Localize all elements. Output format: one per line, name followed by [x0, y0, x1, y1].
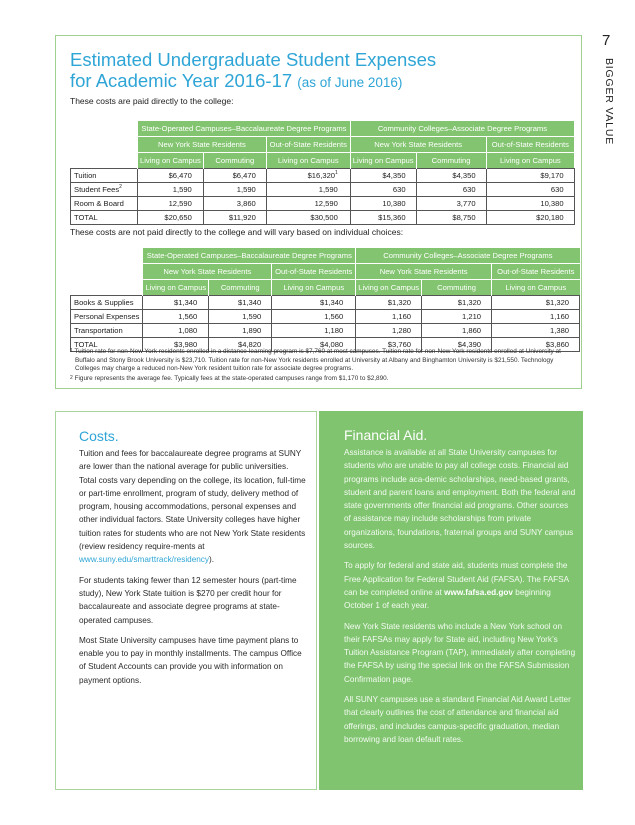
- cell: $1,320: [356, 296, 422, 310]
- cell: $11,920: [203, 211, 266, 225]
- cell: 1,210: [422, 310, 492, 324]
- footnotes: [70, 348, 565, 384]
- cell: 1,560: [143, 310, 209, 324]
- cell: $1,320: [422, 296, 492, 310]
- page-title: [70, 49, 436, 93]
- indirect-costs-table: [70, 247, 580, 352]
- indirect-costs-intro: These costs are not paid directly to the college and will vary based on individual choices:: [70, 227, 404, 237]
- cell: $3,860: [492, 338, 580, 352]
- col-living-on-campus: Living on Campus: [266, 153, 350, 169]
- financial-aid-body: [344, 446, 576, 753]
- cell: $1,340: [209, 296, 272, 310]
- row-label: Room & Board: [71, 197, 138, 211]
- row-label: Tuition: [71, 169, 138, 183]
- subheader-out-of-state: Out-of-State Residents: [492, 264, 580, 280]
- subheader-nys-residents: New York State Residents: [143, 264, 272, 280]
- cell: 630: [416, 183, 486, 197]
- col-commuting: Commuting: [209, 280, 272, 296]
- cell: 1,860: [422, 324, 492, 338]
- col-living-on-campus: Living on Campus: [492, 280, 580, 296]
- costs-paragraph-3: Most State University campuses have time payment plans to enable you to pay in monthly installments. The campus Office of Student Accounts can provide you with information on payment options.: [79, 635, 302, 685]
- cell: $15,360: [350, 211, 416, 225]
- cell: 3,770: [416, 197, 486, 211]
- cell: $4,350: [350, 169, 416, 183]
- aid-paragraph-1: Assistance is available at all State University campuses for students who are unable to pay all college costs. Financial aid programs include aca-demic scholarships, need-based grants, student and parent loans and employment. Both the federal and state governments offer financial aid programs. Other sources of assistance may include scholarships from private organizations, foundations, fraternal groups and SUNY campus sources.: [344, 448, 576, 551]
- subheader-out-of-state: Out-of-State Residents: [486, 137, 574, 153]
- col-living-on-campus: Living on Campus: [138, 153, 204, 169]
- group-header-state-operated: State-Operated Campuses–Baccalaureate Degree Programs: [143, 248, 356, 264]
- footnote-ref: 2: [119, 184, 122, 190]
- cell: 1,590: [203, 183, 266, 197]
- row-label: TOTAL: [71, 338, 143, 352]
- title-line-1: Estimated Undergraduate Student Expenses: [70, 49, 437, 70]
- cell: 630: [350, 183, 416, 197]
- subheader-out-of-state: Out-of-State Residents: [272, 264, 356, 280]
- cell: 3,860: [203, 197, 266, 211]
- col-commuting: Commuting: [422, 280, 492, 296]
- cell: 1,160: [356, 310, 422, 324]
- cell: 1,080: [143, 324, 209, 338]
- col-living-on-campus: Living on Campus: [350, 153, 416, 169]
- footnote-ref: 1: [335, 170, 338, 176]
- cell: 10,380: [486, 197, 574, 211]
- cell: $4,350: [416, 169, 486, 183]
- table-row: [71, 169, 575, 183]
- financial-aid-panel: [319, 411, 583, 790]
- cell: $4,390: [422, 338, 492, 352]
- table-row: [71, 310, 580, 324]
- group-header-state-operated: State-Operated Campuses–Baccalaureate Degree Programs: [138, 121, 351, 137]
- page-number: 7: [602, 32, 611, 49]
- group-header-community-colleges: Community Colleges–Associate Degree Programs: [356, 248, 580, 264]
- cell: $6,470: [138, 169, 204, 183]
- cell: $4,080: [272, 338, 356, 352]
- col-living-on-campus: Living on Campus: [143, 280, 209, 296]
- cell: $30,500: [266, 211, 350, 225]
- col-living-on-campus: Living on Campus: [272, 280, 356, 296]
- cell: 630: [486, 183, 574, 197]
- title-date-note: (as of June 2016): [297, 75, 403, 90]
- cell: $1,320: [492, 296, 580, 310]
- table-row: [71, 183, 575, 197]
- section-side-title: BIGGER VALUE: [603, 58, 615, 146]
- cell: 1,890: [209, 324, 272, 338]
- direct-costs-intro: These costs are paid directly to the college:: [70, 96, 234, 106]
- costs-body: [79, 447, 307, 694]
- cell: $4,820: [209, 338, 272, 352]
- expenses-panel: [55, 35, 582, 389]
- subheader-nys-residents: New York State Residents: [138, 137, 267, 153]
- table-row-total: [71, 211, 575, 225]
- row-label: Transportation: [71, 324, 143, 338]
- financial-aid-heading: Financial Aid.: [344, 427, 428, 443]
- row-label: Personal Expenses: [71, 310, 143, 324]
- cell: 1,590: [138, 183, 204, 197]
- cell: 1,160: [492, 310, 580, 324]
- cell: 10,380: [350, 197, 416, 211]
- cell: $1,340: [272, 296, 356, 310]
- cell: $8,750: [416, 211, 486, 225]
- title-line-2: for Academic Year 2016-17 (as of June 2016): [70, 70, 403, 91]
- cell: $9,170: [486, 169, 574, 183]
- row-label: Books & Supplies: [71, 296, 143, 310]
- cell: $1,340: [143, 296, 209, 310]
- cell: 12,590: [138, 197, 204, 211]
- row-label: Student Fees$^2$: [71, 183, 138, 197]
- costs-panel: [55, 411, 317, 790]
- group-header-community-colleges: Community Colleges–Associate Degree Programs: [350, 121, 574, 137]
- costs-heading: Costs.: [79, 428, 119, 444]
- table-row: [71, 324, 580, 338]
- subheader-out-of-state: Out-of-State Residents: [266, 137, 350, 153]
- aid-paragraph-3: New York State residents who include a New York school on their FAFSAs may apply for State aid, including New York’s Tuition Assistance Program (TAP), immediately after completing the FAFSA by using the special link on the FAFSA Submission Confirmation page.: [344, 621, 576, 684]
- col-commuting: Commuting: [203, 153, 266, 169]
- cell: $6,470: [203, 169, 266, 183]
- costs-paragraph-1: Tuition and fees for baccalaureate degree programs at SUNY are lower than the national average for public universities. Total costs vary depending on the college, its location, full-time or part-time enrollment, program of study, delivery method of program, housing accommodations, personal expenses and other individual factors. State University colleges have higher tuition rates for students who are not New York State residents (review residency require-ments at www.suny.edu/smarttrack/residency).: [79, 449, 306, 565]
- costs-paragraph-2: For students taking fewer than 12 semester hours (part-time study), New York State tuition is $270 per credit hour for baccalaureate and associate degree programs at state-operated campuses.: [79, 575, 297, 625]
- col-living-on-campus: Living on Campus: [356, 280, 422, 296]
- col-living-on-campus: Living on Campus: [486, 153, 574, 169]
- cell: $20,650: [138, 211, 204, 225]
- direct-costs-table: [70, 120, 575, 225]
- aid-paragraph-4: All SUNY campuses use a standard Financial Aid Award Letter that clearly outlines the cost of attendance and financial aid offerings, and includes campus-specific graduation, median borrowing and loan default rates.: [344, 695, 571, 744]
- subheader-nys-residents: New York State Residents: [350, 137, 486, 153]
- cell: $20,180: [486, 211, 574, 225]
- aid-paragraph-2: To apply for federal and state aid, students must complete the Free Application for Federal Student Aid (FAFSA). The FAFSA can be completed online at www.fafsa.ed.gov beginning October 1 of each year.: [344, 561, 569, 611]
- row-label: TOTAL: [71, 211, 138, 225]
- subheader-nys-residents: New York State Residents: [356, 264, 492, 280]
- cell: 1,380: [492, 324, 580, 338]
- fafsa-link[interactable]: www.fafsa.ed.gov: [444, 587, 513, 597]
- residency-link[interactable]: www.suny.edu/smarttrack/residency: [79, 555, 209, 565]
- cell: $3,760: [356, 338, 422, 352]
- footnote-2: $^2$ Figure represents the average fee. Typically fees at the state-operated campuses range from $1,170 to $2,890.: [70, 374, 389, 382]
- cell: $3,980: [143, 338, 209, 352]
- cell: 1,280: [356, 324, 422, 338]
- table-row: [71, 197, 575, 211]
- cell: 1,590: [209, 310, 272, 324]
- cell: 12,590: [266, 197, 350, 211]
- cell: $16,320$^1$: [266, 169, 350, 183]
- col-commuting: Commuting: [416, 153, 486, 169]
- cell: 1,560: [272, 310, 356, 324]
- cell: 1,180: [272, 324, 356, 338]
- cell: 1,590: [266, 183, 350, 197]
- table-row: [71, 296, 580, 310]
- footnote-1: $^1$ Tuition rate for non-New York residents enrolled in a distance-learning program is $7,760 at most campuses. Tuition rate for non-New York residents enrolled at University at Buffalo and Stony Brook University is $23,710. Tuition rate for non-New York residents enrolled at University at Albany and Binghamton University is $21,550. Technology Colleges may charge a reduced non-New York resident tuition rate for associate degree programs.: [70, 348, 561, 373]
